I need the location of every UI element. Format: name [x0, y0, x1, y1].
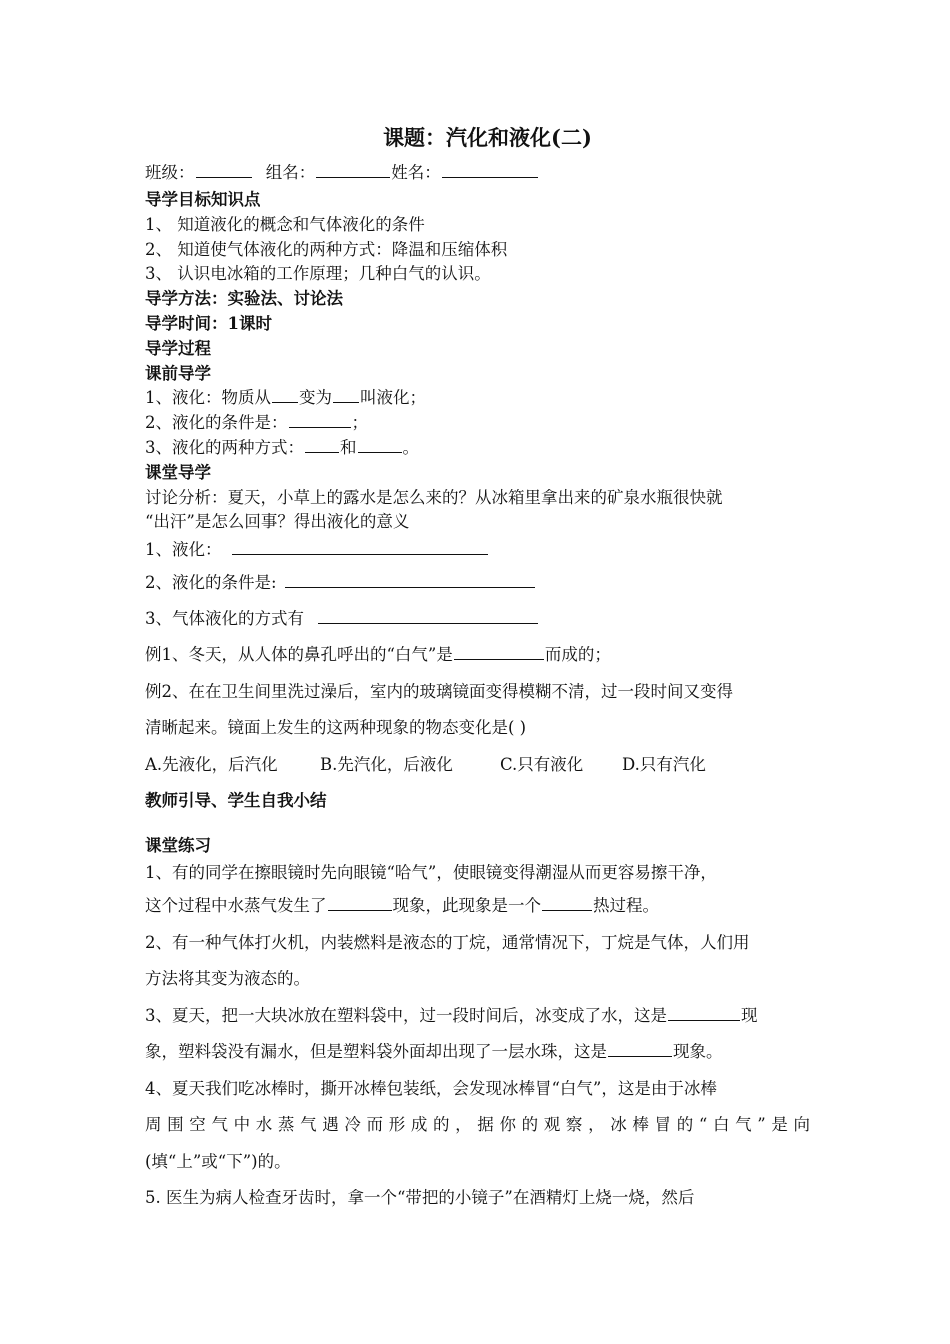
practice-1-line-1: 1、有的同学在擦眼镜时先向眼镜“哈气”，使眼镜变得潮湿从而更容易擦干净， [145, 863, 717, 883]
practice-3-blank-1[interactable] [668, 1004, 740, 1021]
option-d: D.只有汽化 [622, 754, 706, 774]
class-heading: 课堂导学 [145, 462, 211, 482]
practice-1-blank-1[interactable] [328, 894, 392, 911]
fill-2-text: 2、液化的条件是: [145, 573, 277, 593]
practice-5-line-1: 5. 医生为病人检查牙齿时，拿一个“带把的小镜子”在酒精灯上烧一烧，然后 [145, 1188, 695, 1208]
discussion-line-2: “出汗”是怎么回事？得出液化的意义 [145, 512, 410, 532]
example-1-text-a: 例1、冬天，从人体的鼻孔呼出的“白气”是 [145, 645, 453, 665]
pre-heading: 课前导学 [145, 363, 211, 383]
objective-item: 3、 认识电冰箱的工作原理；几种白气的认识。 [145, 264, 491, 284]
practice-2-line-2: 方法将其变为液态的。 [145, 969, 310, 989]
pre-q1-text-c: 叫液化； [360, 388, 426, 408]
pre-q3-text-a: 3、液化的两种方式： [145, 437, 304, 457]
example-1 [145, 637, 810, 674]
practice-3-text-c: 象，塑料袋没有漏水，但是塑料袋外面却出现了一层水珠，这是 [145, 1042, 607, 1062]
fill-1-blank[interactable] [232, 538, 488, 555]
process-heading: 导学过程 [145, 338, 211, 358]
option-a: A.先液化，后汽化 [145, 754, 278, 774]
group-blank[interactable] [316, 161, 390, 178]
pre-q3-text-b: 和 [340, 437, 357, 457]
pre-q1-text-a: 1、液化：物质从 [145, 388, 271, 408]
document-content [145, 118, 810, 1217]
objective-item: 1、 知道液化的概念和气体液化的条件 [145, 214, 425, 234]
class-blank[interactable] [196, 161, 252, 178]
practice-heading: 课堂练习 [145, 835, 211, 855]
practice-3-blank-2[interactable] [608, 1040, 672, 1057]
fill-liquefaction [145, 535, 810, 565]
discussion-line-1: 讨论分析：夏天，小草上的露水是怎么来的？从冰箱里拿出来的矿泉水瓶很快就 [145, 487, 723, 507]
practice-3-text-a: 3、夏天，把一大块冰放在塑料袋中，过一段时间后，冰变成了水，这是 [145, 1005, 667, 1025]
example-2-line-2: 清晰起来。镜面上发生的这两种现象的物态变化是( ) [145, 718, 527, 738]
pre-q1-blank-2[interactable] [333, 386, 359, 403]
fill-2-blank[interactable] [285, 571, 535, 588]
fill-1-text: 1、液化： [145, 540, 222, 560]
practice-3-text-d: 现象。 [673, 1042, 723, 1062]
time-line: 导学时间：1课时 [145, 313, 272, 333]
option-b: B.先汽化，后液化 [320, 754, 453, 774]
option-c: C.只有液化 [500, 754, 584, 774]
summary-heading: 教师引导、学生自我小结 [145, 791, 327, 811]
pre-q3-blank-1[interactable] [305, 436, 339, 453]
practice-3-line-1 [145, 998, 810, 1035]
pre-question-2 [145, 411, 810, 436]
method-line: 导学方法：实验法、讨论法 [145, 289, 343, 309]
student-info-line [145, 158, 810, 188]
pre-q3-text-c: 。 [402, 437, 419, 457]
name-blank[interactable] [442, 161, 538, 178]
fill-3-blank[interactable] [318, 607, 538, 624]
example-1-text-b: 而成的； [544, 645, 611, 665]
pre-q3-blank-2[interactable] [358, 436, 402, 453]
example-2-line-1: 例2、在在卫生间里洗过澡后，室内的玻璃镜面变得模糊不清，过一段时间又变得 [145, 681, 733, 701]
practice-1-line-2 [145, 888, 810, 925]
objective-item: 2、 知道使气体液化的两种方式：降温和压缩体积 [145, 239, 508, 259]
practice-1-text-b: 现象，此现象是一个 [392, 896, 541, 916]
class-label: 班级： [145, 163, 195, 182]
practice-4-line-1: 4、夏天我们吃冰棒时，撕开冰棒包装纸，会发现冰棒冒“白气”，这是由于冰棒 [145, 1078, 717, 1098]
pre-q2-blank[interactable] [289, 411, 351, 428]
pre-question-1 [145, 386, 810, 411]
fill-methods [145, 601, 810, 637]
pre-q1-text-b: 变为 [299, 388, 332, 408]
options-line [145, 747, 810, 784]
practice-4-line-2: 周围空气中水蒸气遇冷而形成的，据你的观察，冰棒冒的“白气”是向 [145, 1115, 810, 1135]
example-1-blank[interactable] [454, 643, 544, 660]
practice-4-line-3: (填“上”或“下”)的。 [145, 1151, 291, 1171]
pre-q2-text-a: 2、液化的条件是： [145, 413, 288, 433]
spacer [145, 820, 810, 834]
fill-3-text: 3、气体液化的方式有 [145, 609, 304, 629]
group-label: 组名： [265, 163, 316, 182]
objectives-heading: 导学目标知识点 [145, 190, 261, 209]
practice-1-text-c: 热过程。 [593, 896, 659, 916]
practice-1-blank-2[interactable] [542, 894, 592, 911]
practice-3-text-b: 现 [741, 1005, 758, 1025]
pre-question-3 [145, 436, 810, 461]
page-title: 课题：汽化和液化(二) [383, 125, 592, 150]
practice-1-text-a: 这个过程中水蒸气发生了 [145, 896, 327, 916]
name-label: 姓名： [391, 163, 441, 182]
fill-condition [145, 565, 810, 601]
pre-q1-blank-1[interactable] [272, 386, 298, 403]
pre-q2-text-b: ； [351, 413, 368, 433]
practice-3-line-2 [145, 1034, 810, 1071]
practice-2-line-1: 2、有一种气体打火机，内装燃料是液态的丁烷，通常情况下，丁烷是气体，人们用 [145, 932, 750, 952]
